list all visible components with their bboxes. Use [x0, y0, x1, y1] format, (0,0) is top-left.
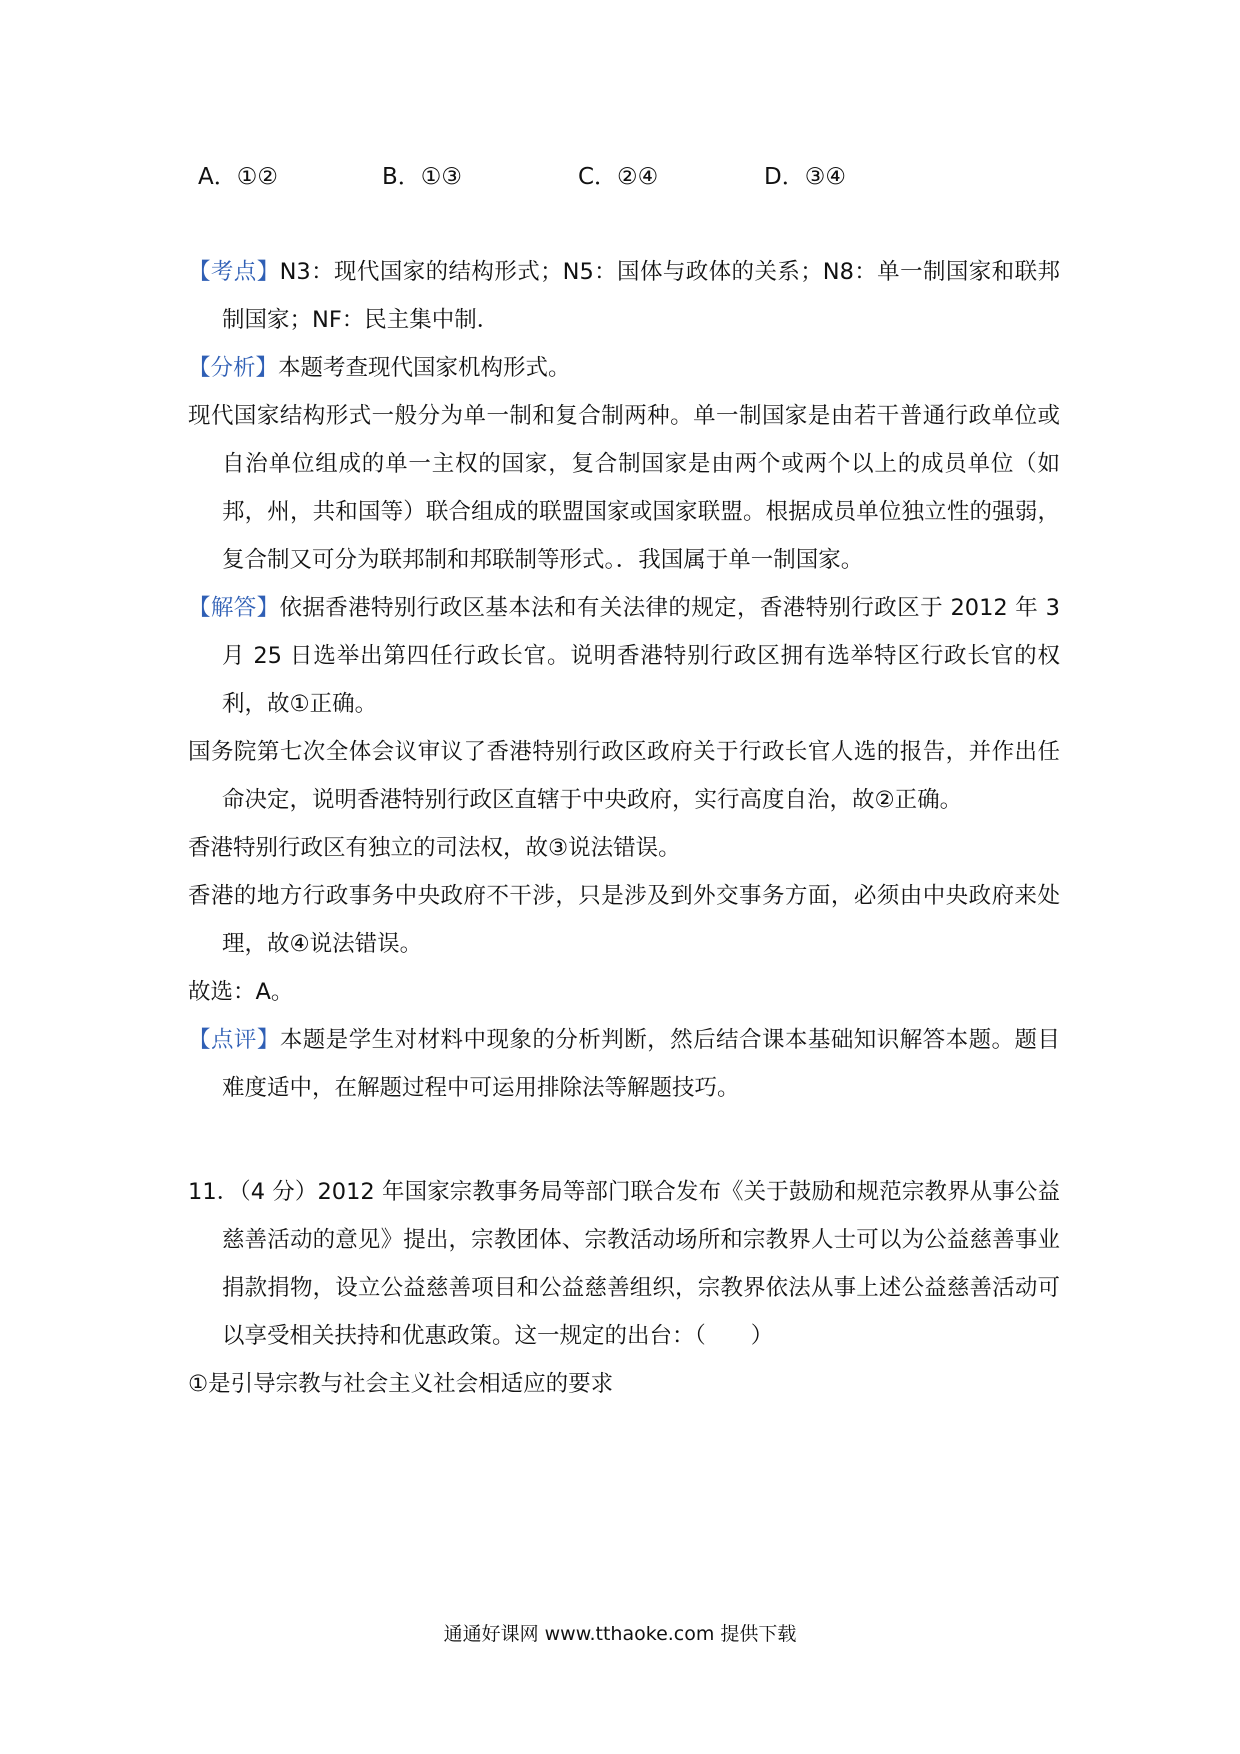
answer-paragraph: 国务院第七次全体会议审议了香港特别行政区政府关于行政长官人选的报告，并作出任命决定，说明香港特别行政区直辖于中央政府，实行高度自治，故②正确。 [188, 739, 1060, 813]
fenxi-paragraph [188, 344, 1060, 392]
kaodian-text: N3：现代国家的结构形式；N5：国体与政体的关系；N8：单一制国家和联邦制国家；NF：民主集中制． [222, 259, 1060, 333]
option-b: B．①③ [382, 164, 463, 190]
jieda-label: 【解答】 [188, 595, 280, 621]
option-c: C．②④ [578, 164, 659, 190]
answer-options-row [0, 158, 1240, 198]
option-d: D．③④ [764, 164, 846, 190]
final-choice: 故选：A。 [188, 979, 294, 1005]
dianping-paragraph [188, 1016, 1060, 1112]
solution-body [188, 248, 1060, 1408]
answer-paragraph: 香港的地方行政事务中央政府不干涉，只是涉及到外交事务方面，必须由中央政府来处理，故④说法错误。 [188, 883, 1060, 957]
answer-paragraph: 香港特别行政区有独立的司法权，故③说法错误。 [188, 835, 681, 861]
analysis-paragraph: 现代国家结构形式一般分为单一制和复合制两种。单一制国家是由若干普通行政单位或自治单位组成的单一主权的国家，复合制国家是由两个或两个以上的成员单位（如邦，州，共和国等）联合组成的联盟国家或国家联盟。根据成员单位独立性的强弱，复合制又可分为联邦制和邦联制等形式。．我国属于单一制国家。 [188, 403, 1060, 573]
kaodian-label: 【考点】 [188, 259, 280, 285]
jieda-text: 依据香港特别行政区基本法和有关法律的规定，香港特别行政区于 2012 年 3 月 25 日选举出第四任行政长官。说明香港特别行政区拥有选举特区行政长官的权利，故①正确。 [222, 595, 1060, 717]
question-11-option-1: ①是引导宗教与社会主义社会相适应的要求 [188, 1371, 614, 1397]
option-a: A．①② [198, 164, 278, 190]
jieda-paragraph [188, 584, 1060, 728]
fenxi-label: 【分析】 [188, 355, 279, 381]
fenxi-text: 本题考查现代国家机构形式。 [278, 355, 571, 381]
kaodian-paragraph [188, 248, 1060, 344]
question-11-stem: 11．（4 分）2012 年国家宗教事务局等部门联合发布《关于鼓励和规范宗教界从事公益慈善活动的意见》提出，宗教团体、宗教活动场所和宗教界人士可以为公益慈善事业捐款捐物，设立公益慈善项目和公益慈善组织，宗教界依法从事上述公益慈善活动可以享受相关扶持和优惠政策。这一规定的出台：（ ） [188, 1179, 1060, 1349]
dianping-label: 【点评】 [188, 1027, 280, 1053]
dianping-text: 本题是学生对材料中现象的分析判断，然后结合课本基础知识解答本题。题目难度适中，在解题过程中可运用排除法等解题技巧。 [222, 1027, 1060, 1101]
section-gap [188, 1112, 1060, 1168]
page-footer: 通通好课网 www.tthaoke.com 提供下载 [443, 1623, 797, 1645]
